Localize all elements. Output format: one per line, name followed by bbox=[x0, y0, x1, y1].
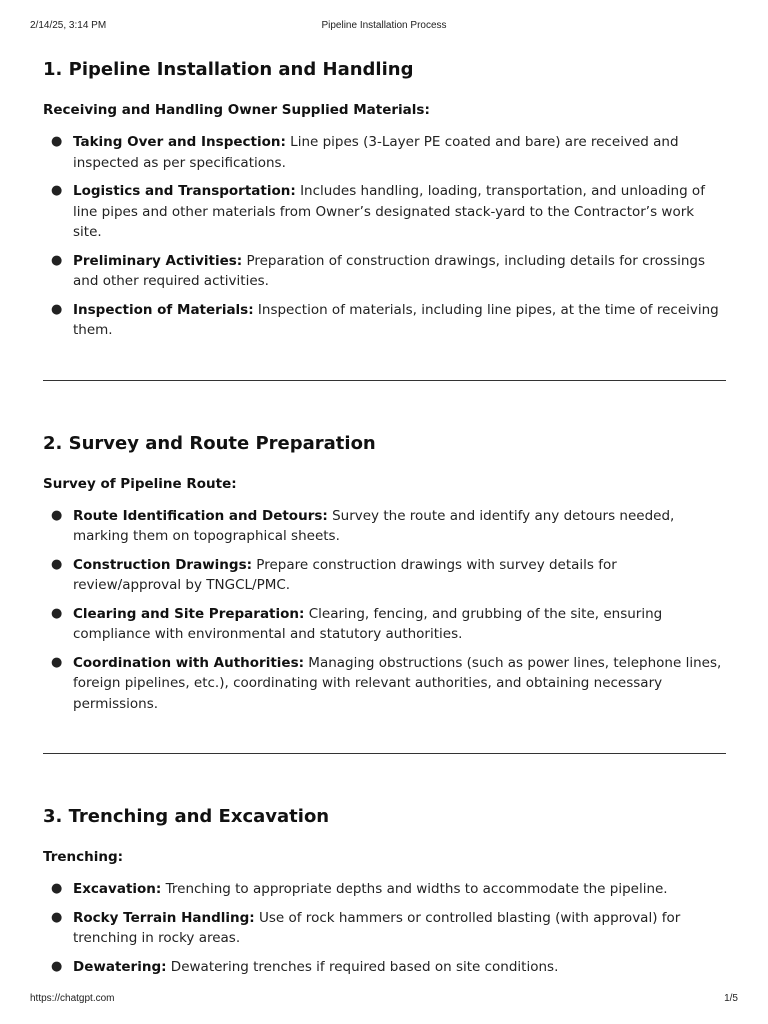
list-item: ● Coordination with Authorities: Managing obstructions (such as power lines, telephone lines, foreign pipelines, etc.), coordinating with relevant authorities, and obtaining necessary permissions. bbox=[51, 654, 722, 712]
list-item: ● Clearing and Site Preparation: Clearing, fencing, and grubbing of the site, ensuring compliance with environmental and statutory authorities. bbox=[51, 605, 663, 642]
bullet-icon: ● bbox=[51, 958, 63, 974]
bullet-icon: ● bbox=[51, 909, 63, 925]
print-header bbox=[30, 20, 738, 32]
list-item: ● Construction Drawings: Prepare construction drawings with survey details for review/approval by TNGCL/PMC. bbox=[51, 556, 617, 593]
bullet-list bbox=[43, 506, 726, 715]
list-item: ● Logistics and Transportation: Includes handling, loading, transportation, and unloading of line pipes and other materials from Owner’s designated stack-yard to the Contractor’s work site. bbox=[51, 183, 705, 240]
bullet-icon: ● bbox=[51, 134, 63, 149]
section-subheading: Receiving and Handling Owner Supplied Materials: bbox=[43, 102, 430, 118]
section-heading: 2. Survey and Route Preparation bbox=[43, 432, 376, 454]
section-trenching bbox=[43, 754, 726, 977]
bullet-icon: ● bbox=[51, 183, 63, 198]
bullet-icon: ● bbox=[51, 654, 63, 670]
list-item: ● Taking Over and Inspection: Line pipes (3-Layer PE coated and bare) are received and inspected as per specifications. bbox=[51, 134, 679, 171]
section-survey-route bbox=[43, 381, 726, 715]
bullet-icon: ● bbox=[51, 881, 63, 896]
section-heading: 1. Pipeline Installation and Handling bbox=[43, 59, 414, 80]
print-page-title: Pipeline Installation Process bbox=[321, 20, 447, 31]
bullet-icon: ● bbox=[51, 605, 63, 621]
list-item: ● Route Identification and Detours: Survey the route and identify any detours needed, marking them on topographical sheets. bbox=[51, 507, 675, 544]
section-heading: 3. Trenching and Excavation bbox=[43, 806, 330, 827]
section-subheading: Trenching: bbox=[43, 849, 124, 865]
bullet-icon: ● bbox=[51, 556, 63, 572]
bullet-icon: ● bbox=[51, 507, 63, 523]
list-item: ● Excavation: Trenching to appropriate depths and widths to accommodate the pipeline. bbox=[43, 879, 726, 900]
section-subheading: Survey of Pipeline Route: bbox=[43, 475, 237, 492]
list-item: ● Dewatering: Dewatering trenches if required based on site conditions. bbox=[43, 957, 726, 978]
bullet-icon: ● bbox=[51, 301, 63, 317]
print-url: https://chatgpt.com bbox=[30, 993, 115, 1004]
page-number: 1/5 bbox=[724, 993, 738, 1004]
print-footer bbox=[30, 993, 738, 1005]
list-item: ● Inspection of Materials: Inspection of materials, including line pipes, at the time of receiving them. bbox=[51, 301, 719, 338]
list-item: ● Rocky Terrain Handling: Use of rock hammers or controlled blasting (with approval) for trenching in rocky areas. bbox=[51, 909, 681, 946]
bullet-list bbox=[43, 132, 726, 341]
bullet-icon: ● bbox=[51, 252, 63, 268]
bullet-list bbox=[43, 879, 726, 977]
print-datetime: 2/14/25, 3:14 PM bbox=[30, 20, 107, 31]
section-pipeline-installation bbox=[43, 55, 726, 341]
list-item: ● Preliminary Activities: Preparation of construction drawings, including details for crossings and other required activities. bbox=[51, 252, 706, 289]
document-content bbox=[43, 55, 726, 985]
